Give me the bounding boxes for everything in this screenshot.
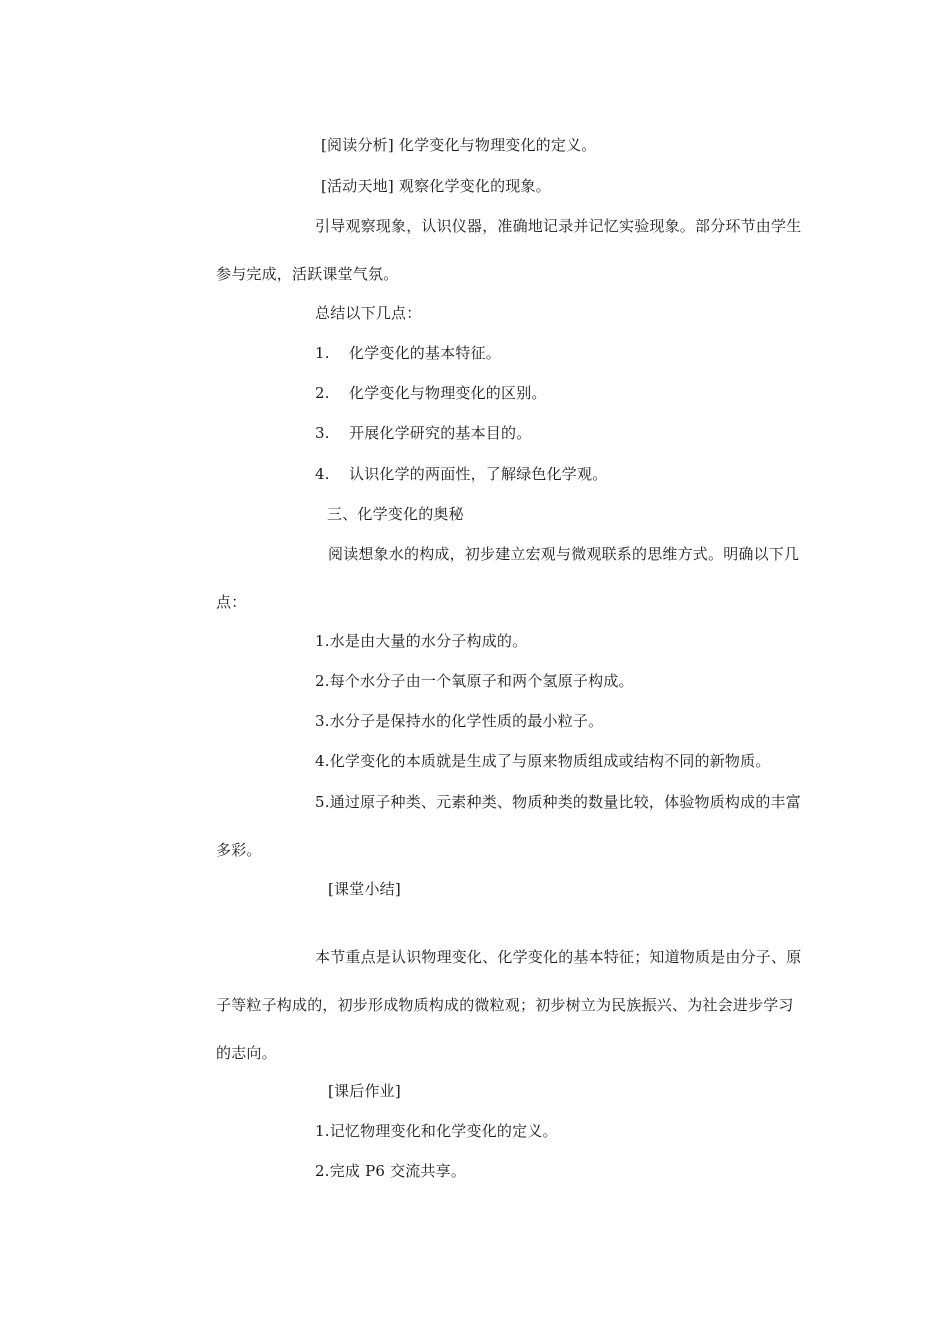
summary-item-text: 认识化学的两面性，了解绿色化学观。 [349,465,608,483]
section-3-paragraph-line-2: 点： [216,593,247,611]
activity-line: [活动天地] 观察化学变化的现象。 [321,177,551,195]
water-point: 3.水分子是保持水的化学性质的最小粒子。 [315,712,604,730]
class-summary-line-1: 本节重点是认识物理变化、化学变化的基本特征；知道物质是由分子、原 [315,948,802,966]
guide-paragraph-line-2: 参与完成，活跃课堂气氛。 [216,265,399,283]
section-3-paragraph-line-1: 阅读想象水的构成，初步建立宏观与微观联系的思维方式。明确以下几 [328,545,800,563]
reading-analysis-line: [阅读分析] 化学变化与物理变化的定义。 [321,136,597,154]
summary-item-number: 1. [315,344,330,362]
summary-item-number: 4. [315,465,330,483]
homework-item: 2.完成 P6 交流共享。 [315,1162,467,1180]
summary-label: 总结以下几点： [315,304,422,322]
summary-item [315,464,607,484]
class-summary-line-3: 的志向。 [216,1044,277,1062]
class-summary-line-2: 子等粒子构成的，初步形成物质构成的微粒观；初步树立为民族振兴、为社会进步学习 [216,996,794,1014]
water-point-5-line-2: 多彩。 [216,841,262,859]
summary-item [315,343,501,363]
water-point: 4.化学变化的本质就是生成了与原来物质组成或结构不同的新物质。 [315,752,771,770]
summary-item-text: 开展化学研究的基本目的。 [349,424,532,442]
summary-item [315,423,531,443]
homework-heading: [课后作业] [328,1082,401,1100]
summary-item-text: 化学变化的基本特征。 [349,344,502,362]
section-3-heading: 三、化学变化的奥秘 [327,505,464,523]
water-point-5-line-1: 5.通过原子种类、元素种类、物质种类的数量比较，体验物质构成的丰富 [315,793,801,811]
guide-paragraph-line-1: 引导观察现象，认识仪器，准确地记录并记忆实验现象。部分环节由学生 [315,217,802,235]
summary-item-number: 2. [315,384,330,402]
class-summary-heading: [课堂小结] [328,880,401,898]
summary-item [315,383,547,403]
summary-item-number: 3. [315,424,330,442]
water-point: 2.每个水分子由一个氧原子和两个氢原子构成。 [315,672,634,690]
water-point: 1.水是由大量的水分子构成的。 [315,632,528,650]
homework-item: 1.记忆物理变化和化学变化的定义。 [315,1122,558,1140]
summary-item-text: 化学变化与物理变化的区别。 [349,384,547,402]
